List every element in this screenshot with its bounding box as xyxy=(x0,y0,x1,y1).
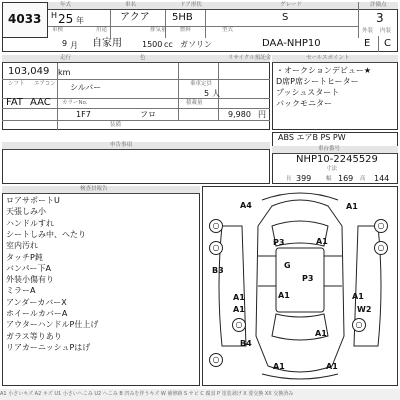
tire-indicator: ○ xyxy=(209,219,223,233)
damage-mark: A1 xyxy=(233,293,245,302)
front-bumper xyxy=(262,193,338,200)
doors-value: 5HB xyxy=(172,12,193,23)
tire-indicator: ○ xyxy=(374,219,388,233)
damage-mark: B4 xyxy=(240,339,252,348)
mileage-value: 103,049 xyxy=(8,66,50,77)
damage-mark: A1 xyxy=(316,237,328,246)
divider xyxy=(205,10,206,38)
grade-value: S xyxy=(282,12,289,23)
inspector-note: ロアサポートU xyxy=(6,196,60,205)
grade-label: グレード xyxy=(280,2,303,8)
chassis-number: NHP10-2245529 xyxy=(296,154,378,165)
era-mark: H xyxy=(51,11,58,20)
capacity-label: 積載量 xyxy=(186,100,203,106)
trim-code-value: フロ xyxy=(140,110,156,119)
displacement-value: 1500 xyxy=(142,40,163,49)
inspection-month: 9 xyxy=(62,39,68,48)
mileage-unit: km xyxy=(58,68,71,77)
divider xyxy=(2,79,270,80)
displacement-label: 排気量 xyxy=(150,27,167,33)
car-diagram xyxy=(202,186,398,386)
equipment-label: 装備 xyxy=(110,122,122,128)
inspector-note: リアカーニッシュPはげ xyxy=(6,342,91,352)
exterior-label: 外装 xyxy=(362,28,374,34)
divider xyxy=(378,36,379,52)
inspector-note: ガラス等りあり xyxy=(6,331,62,341)
sales-points-label: セールスポイント xyxy=(306,55,350,61)
inspector-note: ハンドルすれ xyxy=(6,218,54,228)
inspector-notes-label: 検査員報告 xyxy=(80,186,108,192)
inspector-note: アウターハンドルP仕上げ xyxy=(6,320,99,330)
rear-bumper xyxy=(262,374,338,379)
divider xyxy=(178,63,179,120)
score-label: 評価点 xyxy=(370,2,387,8)
roof xyxy=(276,248,324,312)
year-unit: 年 xyxy=(76,16,84,25)
damage-mark: A4 xyxy=(240,201,252,210)
interior-grade: C xyxy=(384,38,391,49)
inspector-note: 室内汚れ xyxy=(6,241,38,251)
lot-number: 4033 xyxy=(8,12,42,26)
inspector-note: 外装小傷有り xyxy=(6,275,54,285)
seats-value: 5 xyxy=(204,89,210,98)
year-label: 年式 xyxy=(60,2,72,8)
inspector-note: シートしみ中、へたり xyxy=(6,229,86,239)
color-label: 色 xyxy=(140,55,146,61)
score-value: 3 xyxy=(376,11,384,25)
inspector-note: バンパー下A xyxy=(6,263,51,273)
damage-mark: A1 xyxy=(346,202,358,211)
inspection-label: 車検 xyxy=(52,27,64,33)
mileage-label: 走行 xyxy=(60,55,72,61)
year-value: 25 xyxy=(58,12,74,26)
inspection-unit: 月 xyxy=(70,41,78,50)
footer-legend: A1 小さいキズ A2 キズ U1 小さいへこみ U2 へこみ B 凹みを伴うキズ W 補修跡 S サビ C 腐食 P 塗装剥げ X 要交換 XX 交換済み xyxy=(0,389,400,400)
shift-value: FAT xyxy=(6,97,24,108)
tire-indicator: ○ xyxy=(209,353,223,367)
damage-mark: W2 xyxy=(357,305,372,314)
height-value: 144 xyxy=(374,174,390,183)
tire-indicator: ○ xyxy=(352,318,366,332)
damage-mark: A1 xyxy=(233,305,245,314)
model-value: DAA-NHP10 xyxy=(262,38,321,49)
seats-unit: 人 xyxy=(212,89,220,98)
sales-point: バックモニター xyxy=(276,99,332,108)
recycle-label: リサイクル預託金 xyxy=(228,55,272,61)
inspector-note: 天張しみ小 xyxy=(6,207,46,217)
car-name-label: 車名 xyxy=(125,2,137,8)
interior-label: 内装 xyxy=(380,28,392,34)
sales-point: D席P席シートヒーター xyxy=(276,77,359,86)
doors-label: ドア形状 xyxy=(180,2,202,8)
usage-value: 自家用 xyxy=(92,38,122,49)
color-code-value: 1F7 xyxy=(76,110,91,119)
divider xyxy=(2,120,270,121)
divider xyxy=(358,2,359,38)
width-value: 169 xyxy=(338,174,354,183)
divider xyxy=(110,10,111,38)
dimensions-label: 寸法 xyxy=(326,166,338,172)
inspector-note: ホイールカバーA xyxy=(6,309,68,318)
length-label: 長 xyxy=(286,176,292,182)
damage-mark: A1 xyxy=(326,362,338,371)
sales-point: プッシュスタート xyxy=(276,88,340,97)
car-name-value: アクア xyxy=(120,12,150,23)
fuel-label: 燃料 xyxy=(180,27,192,33)
reporting-label: 申告事項 xyxy=(110,142,133,148)
inspector-note: タッチP鈍 xyxy=(6,252,43,262)
color-code-label: カラーNo. xyxy=(62,100,88,106)
divider xyxy=(48,26,358,27)
tire-indicator: ○ xyxy=(232,318,246,332)
recycle-value: 9,980 xyxy=(228,110,251,119)
inspector-note: ミラーA xyxy=(6,286,36,296)
damage-mark: A1 xyxy=(315,329,327,338)
width-label: 幅 xyxy=(326,176,332,182)
usage-label: 用途 xyxy=(96,27,108,33)
tire-indicator: ○ xyxy=(374,241,388,255)
damage-mark: P3 xyxy=(273,238,285,247)
damage-mark: G xyxy=(284,261,291,270)
height-label: 高 xyxy=(360,176,366,182)
damage-mark: A1 xyxy=(278,291,290,300)
aircon-label: エアコン xyxy=(34,81,56,87)
model-label: 型式 xyxy=(222,27,234,33)
shift-label: シフト xyxy=(8,81,25,87)
inspector-note: アンダーカバーX xyxy=(6,297,67,307)
fuel-value: ガソリン xyxy=(180,40,212,49)
aircon-value: AAC xyxy=(30,97,51,108)
damage-mark: B3 xyxy=(212,266,224,275)
displacement-unit: cc xyxy=(164,40,173,49)
recycle-unit: 円 xyxy=(258,110,266,119)
tire-indicator: ○ xyxy=(209,241,223,255)
damage-mark: P3 xyxy=(302,274,314,283)
damage-mark: A1 xyxy=(352,292,364,301)
chassis-label: 車台番号 xyxy=(318,146,341,152)
exterior-grade: E xyxy=(364,38,371,49)
top-header-strip xyxy=(48,2,398,10)
options-value: ABS エアB PS PW xyxy=(278,133,346,142)
color-value: シルバー xyxy=(70,83,102,92)
length-value: 399 xyxy=(296,174,312,183)
sales-point: ・オークションデビュー★ xyxy=(276,66,372,75)
damage-mark: A1 xyxy=(273,362,285,371)
reporting-header xyxy=(2,142,270,150)
seats-label: 乗車定員 xyxy=(190,81,213,87)
